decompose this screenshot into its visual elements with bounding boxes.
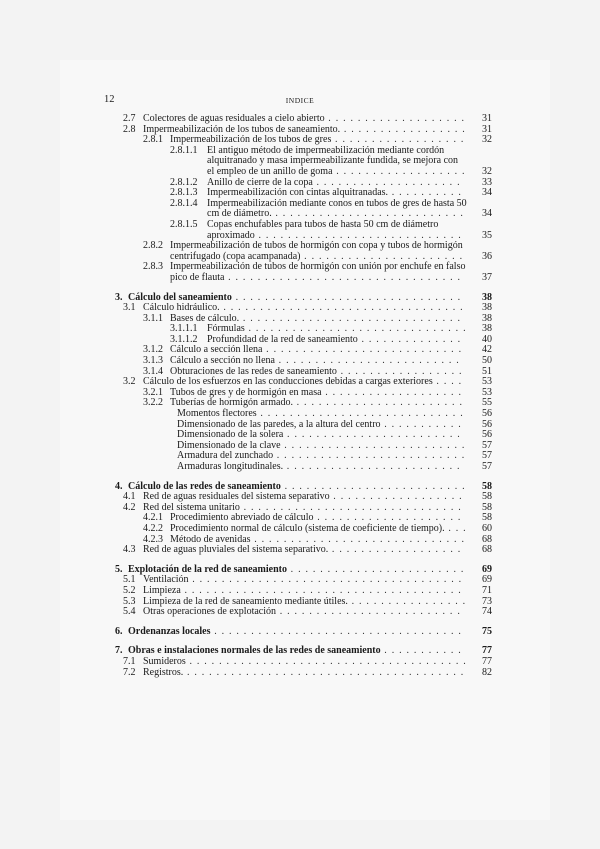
- toc-entry-number: 4.3: [123, 544, 136, 556]
- page-number: 12: [104, 94, 115, 105]
- toc-entry-page: 38: [482, 323, 492, 335]
- dot-leader: . . . . . . . . . . . . . . . . . . . . . . . . .: [280, 480, 466, 492]
- dot-leader: . . . . . . . . . . . . . . . . . . . . . . . . . . . .: [254, 229, 462, 241]
- toc-entry-page: 57: [482, 450, 492, 462]
- toc-entry-number: 5.3: [123, 595, 136, 607]
- toc-entry-page: 60: [482, 522, 492, 534]
- toc-entry-page: 32: [482, 165, 492, 177]
- dot-leader: . . . . . . . . . . . . . . . . . . . . . . . . . . . . . .: [244, 323, 467, 335]
- dot-leader: . . . . . . . . . . . . . . . . . . . . . . . . . . . . . . .: [231, 291, 462, 303]
- toc-entry: [0, 241, 600, 262]
- toc-entry-page: 51: [482, 365, 492, 377]
- toc-entry-number: 3.1.1: [143, 312, 163, 324]
- toc-entry-page: 50: [482, 355, 492, 367]
- dot-leader: . . . . . . . . . . . . . .: [357, 333, 462, 345]
- toc-entry-number: 3.1: [123, 302, 136, 314]
- toc-entry-title: Red de aguas residuales del sistema separativo: [143, 491, 330, 503]
- toc-entry-page: 42: [482, 344, 492, 356]
- toc-entry-page: 69: [482, 574, 492, 586]
- toc-entry-page: 68: [482, 533, 492, 545]
- dot-leader: . . . . . . . . . . . . . . . . . . . . . . . .: [283, 429, 461, 441]
- toc-entry-title: Red de aguas pluviales del sistema separativo.: [143, 544, 329, 556]
- toc-entry-number: 7.: [115, 645, 123, 657]
- toc-entry-title: Impermeabilización de los tubos de gres: [170, 134, 332, 146]
- dot-leader: . . . . . . . . . . . . . . . . . . . . . . . .: [283, 461, 461, 472]
- toc-entry-page: 38: [482, 302, 492, 314]
- toc-entry-title: Anillo de cierre de la copa: [207, 176, 313, 188]
- dot-leader: . . . . . . . . . . . . . . . . . .: [331, 134, 465, 146]
- toc-entry-number: 5.1: [123, 574, 136, 586]
- toc-entry: [0, 220, 600, 241]
- dot-leader: . . . . . . . . . . .: [380, 645, 462, 657]
- toc-entry-title: Impermeabilización con cintas alquitranadas.: [207, 187, 389, 199]
- toc-entry-number: 3.1.1.2: [170, 333, 198, 345]
- toc-entry-page: 68: [482, 544, 492, 556]
- toc-entry-page: 53: [482, 386, 492, 398]
- toc-entry-page: 57: [482, 461, 492, 472]
- toc-entry-title: Armaduras longitudinales.: [177, 461, 284, 472]
- toc-entry-number: 2.7: [123, 113, 136, 124]
- toc-entry: [0, 524, 600, 535]
- toc-entry-title: Obturaciones de las redes de saneamiento: [170, 365, 337, 377]
- toc-entry-title: Impermeabilización mediante conos en tubos de gres de hasta 50 cm de diámetro.: [207, 197, 467, 220]
- toc-entry-title: Tuberías de hormigón armado.: [170, 397, 293, 409]
- toc-entry-page: 58: [482, 501, 492, 513]
- dot-leader: . . . .: [432, 376, 463, 388]
- toc-entry-page: 74: [482, 606, 492, 618]
- toc-entry-page: 82: [482, 666, 492, 678]
- toc-entry-title: Bases de cálculo.: [170, 312, 240, 324]
- toc-entry-number: 6.: [115, 625, 123, 637]
- toc-entry-page: 34: [482, 208, 492, 220]
- toc-entry-title: El antiguo método de impermeabilización mediante cordón alquitranado y masa impermeabilizante fundida, se mejora con el empleo de un anillo de goma: [207, 144, 459, 177]
- toc-entry-number: 3.1.3: [143, 355, 163, 367]
- dot-leader: . . . . . . . . . . . . . . . . . . . . . . . . . . . . . . . .: [224, 271, 462, 283]
- dot-leader: . . . . . . . . . . . . . . . . . . . . . . .: [292, 397, 464, 409]
- toc-entry-title: Impermeabilización de tubos de hormigón con copa y tubos de hormigón centrifugado (copa acampanada): [170, 240, 463, 262]
- toc-entry-title: Impermeabilización de los tubos de saneamiento.: [143, 123, 341, 135]
- toc-entry-number: 2.8.1.5: [170, 218, 198, 230]
- toc-entry-title: Ventilación: [143, 574, 189, 586]
- toc-entry-title: Fórmulas: [207, 323, 245, 335]
- toc-entry-page: 36: [482, 250, 492, 262]
- toc-entry-number: 4.1: [123, 491, 136, 503]
- toc-entry-title: Sumideros: [143, 655, 186, 667]
- toc-entry-page: 56: [482, 418, 492, 430]
- toc-entry-title: Tubos de gres y de hormigón en masa: [170, 386, 322, 398]
- toc-entry-number: 3.1.1.1: [170, 323, 198, 335]
- toc-entry-number: 3.2: [123, 376, 136, 388]
- toc-entry-title: Limpieza: [143, 584, 181, 596]
- toc-entry: [0, 545, 600, 556]
- toc-entry-title: Obras e instalaciones normales de las redes de saneamiento: [128, 645, 381, 657]
- toc-entry-page: 37: [482, 271, 492, 283]
- toc-entry: [0, 462, 600, 473]
- toc-entry-number: 2.8.3: [143, 261, 163, 273]
- dot-leader: . . .: [444, 522, 467, 534]
- toc-entry-title: Registros.: [143, 666, 184, 678]
- toc-entry-number: 5.4: [123, 606, 136, 618]
- dot-leader: . . . . . . . . . . . . . . . . . . . . . . . . . . . . . . . . . . . . . .: [180, 584, 462, 596]
- dot-leader: . . . . . . . . . . . . . . . . . . . . . . . . .: [274, 355, 460, 367]
- toc-entry-page: 73: [482, 595, 492, 607]
- toc-entry-page: 40: [482, 333, 492, 345]
- toc-entry-number: 2.8.1.2: [170, 176, 198, 188]
- toc-entry-page: 32: [482, 134, 492, 146]
- toc-entry-page: 56: [482, 429, 492, 441]
- toc-entry-page: 35: [482, 229, 492, 241]
- dot-leader: . . . . . . . . . . . . . . . . . . . . . . . . . . . . . . . . . . . . . .: [183, 666, 465, 678]
- dot-leader: . . . . . . . . . . . . . . . . .: [336, 365, 463, 377]
- toc-entry-title: Procedimiento abreviado de cálculo: [170, 512, 314, 524]
- toc-entry-title: Impermeabilización de tubos de hormigón con unión por enchufe en falso pico de flauta: [170, 261, 466, 283]
- toc-entry-number: 2.8.1.4: [170, 197, 198, 209]
- toc-entry-title: Ordenanzas locales: [128, 625, 211, 637]
- toc-entry-title: Método de avenidas: [170, 533, 251, 545]
- dot-leader: . . . . . . . . . . . . . . . . . .: [328, 544, 462, 556]
- dot-leader: . . . . . . . . . . . . . . . . . . . . . . . . . . . . . . . . .: [219, 302, 464, 314]
- dot-leader: . . . . . . . . . .: [388, 187, 463, 199]
- dot-leader: . . . . . . . . . . . . . . . . . . .: [324, 113, 466, 124]
- toc-entry-page: 56: [482, 408, 492, 420]
- dot-leader: . . . . . . . . . . . . . . . . . . . . . .: [300, 250, 464, 262]
- dot-leader: . . . . . . . . . . . . . . . . . .: [332, 165, 466, 177]
- toc-entry-title: Dimensionado de la solera: [177, 429, 284, 441]
- toc-entry-number: 2.8: [123, 123, 136, 135]
- toc-entry-page: 38: [482, 291, 492, 303]
- toc-entry-title: Cálculo de las redes de saneamiento: [128, 480, 281, 492]
- dot-leader: . . . . . . . . . . . . . . . . . . . . . . . .: [286, 563, 465, 575]
- toc-entry-title: Cálculo hidráulico.: [143, 302, 220, 314]
- toc-entry: [0, 627, 600, 638]
- toc-entry-number: 2.8.1.1: [170, 144, 198, 156]
- dot-leader: . . . . . . . . . . . . . . . . . . . . . . . . .: [280, 439, 466, 451]
- toc-entry-title: Cálculo a sección no llena: [170, 355, 275, 367]
- toc-entry-page: 75: [482, 625, 492, 637]
- dot-leader: . . . . . . . . . . . . . . . .: [347, 595, 467, 607]
- toc-entry-page: 34: [482, 187, 492, 199]
- toc-entry-page: 33: [482, 176, 492, 188]
- toc-entry-number: 7.1: [123, 655, 136, 667]
- toc-entry-page: 77: [482, 645, 492, 657]
- toc-entry-number: 4.2.1: [143, 512, 163, 524]
- dot-leader: . . . . . . . . . . . . . . . . . . . . . . . . . . .: [262, 344, 463, 356]
- toc-entry-number: 5.2: [123, 584, 136, 596]
- toc-entry-number: 3.1.2: [143, 344, 163, 356]
- toc-entry: [0, 607, 600, 618]
- dot-leader: . . . . . . . . . . . . . . . . . . . . . . . . . . . . . .: [239, 501, 462, 513]
- toc-entry: [0, 262, 600, 283]
- toc-entry-title: Copas enchufables para tubos de hasta 50 cm de diámetro aproximado: [207, 218, 439, 241]
- toc-entry-page: 58: [482, 480, 492, 492]
- toc-entry: [0, 199, 600, 220]
- toc-entry-number: 2.8.1.3: [170, 187, 198, 199]
- toc-entry-page: 58: [482, 512, 492, 524]
- toc-entry-title: Otras operaciones de explotación: [143, 606, 277, 618]
- toc-entry-number: 4.: [115, 480, 123, 492]
- toc-entry-title: Profundidad de la red de saneamiento: [207, 333, 358, 345]
- toc-entry-page: 38: [482, 312, 492, 324]
- toc-entry-title: Dimensionado de la clave: [177, 439, 281, 451]
- dot-leader: . . . . . . . . . . . . . . . . . .: [329, 491, 463, 503]
- toc-entry-number: 7.2: [123, 666, 136, 678]
- toc-entry-title: Cálculo del saneamiento: [128, 291, 232, 303]
- toc-entry-title: Momentos flectores: [177, 408, 257, 420]
- toc-entry-number: 4.2: [123, 501, 136, 513]
- dot-leader: . . . . . . . . . . . . . . . . . . . . . . . . . . . . . . . . . .: [210, 625, 463, 637]
- dot-leader: . . . . . . . . . . . . . . . . . . . .: [312, 176, 461, 188]
- toc-entry-title: Colectores de aguas residuales a cielo abierto: [143, 113, 325, 124]
- toc-entry-title: Dimensionado de las paredes, a la altura del centro: [177, 418, 381, 430]
- toc-entry-number: 4.2.2: [143, 522, 163, 534]
- dot-leader: . . . . . . . . . . . . . . . . . . . . . . . . . .: [271, 208, 465, 220]
- toc-entry: [0, 146, 600, 178]
- dot-leader: . . . . . . . . . . . . . . . . . . . . . . . . . .: [273, 450, 466, 462]
- dot-leader: . . . . . . . . . . . . . . . . . . . . . . . . . . . .: [256, 408, 464, 420]
- toc-entry-number: 2.8.1: [143, 134, 163, 146]
- toc-entry-number: 3.2.1: [143, 386, 163, 398]
- toc-entry-title: Armadura del zunchado: [177, 450, 274, 462]
- toc-entry-title: Red del sistema unitario: [143, 501, 240, 513]
- toc-entry-title: Cálculo a sección llena: [170, 344, 263, 356]
- toc-entry-title: Explotación de la red de saneamiento: [128, 563, 287, 575]
- toc-entry-number: 2.8.2: [143, 240, 163, 252]
- toc-entry: [0, 668, 600, 679]
- toc-entry-page: 77: [482, 655, 492, 667]
- dot-leader: . . . . . . . . . . . . . . . . . . . . . . . . . . . . .: [250, 533, 466, 545]
- toc-entry-page: 55: [482, 397, 492, 409]
- toc-entry-number: 3.1.4: [143, 365, 163, 377]
- toc-entry-title: Procedimiento normal de cálculo (sistema de coeficiente de tiempo).: [170, 522, 445, 534]
- toc-entry-number: 3.2.2: [143, 397, 163, 409]
- toc-entry-page: 57: [482, 439, 492, 451]
- toc-entry-title: Limpieza de la red de saneamiento mediante útiles.: [143, 595, 348, 607]
- dot-leader: . . . . . . . . . . . . . . . . . . . . . . . . . . . . . .: [239, 312, 462, 324]
- toc-entry: [0, 657, 600, 668]
- dot-leader: . . . . . . . . . . . . . . . . . . . . . . . . . . . . . . . . . . . . .: [188, 574, 463, 586]
- toc-entry-page: 69: [482, 563, 492, 575]
- toc-entry-page: 71: [482, 584, 492, 596]
- toc-entry-page: 53: [482, 376, 492, 388]
- toc-entry-number: 3.: [115, 291, 123, 303]
- dot-leader: . . . . . . . . . . . . . . . . .: [340, 123, 466, 135]
- running-title: INDICE: [285, 96, 315, 105]
- dot-leader: . . . . . . . . . . . . . . . . . . . . . . . . .: [276, 606, 462, 618]
- dot-leader: . . . . . . . . . . . . . . . . . . . . . . . . . . . . . . . . . . . . . .: [185, 655, 467, 667]
- toc-entry-page: 58: [482, 491, 492, 503]
- toc-entry-page: 31: [482, 123, 492, 135]
- toc-entry-page: 31: [482, 113, 492, 124]
- toc-entry-number: 5.: [115, 563, 123, 575]
- toc-entry-title: Cálculo de los esfuerzos en las conducciones debidas a cargas exteriores: [143, 376, 433, 388]
- toc-entry-number: 4.2.3: [143, 533, 163, 545]
- dot-leader: . . . . . . . . . . .: [380, 418, 462, 430]
- dot-leader: . . . . . . . . . . . . . . . . . . .: [321, 386, 463, 398]
- table-of-contents: [0, 114, 600, 678]
- dot-leader: . . . . . . . . . . . . . . . . . . . .: [313, 512, 462, 524]
